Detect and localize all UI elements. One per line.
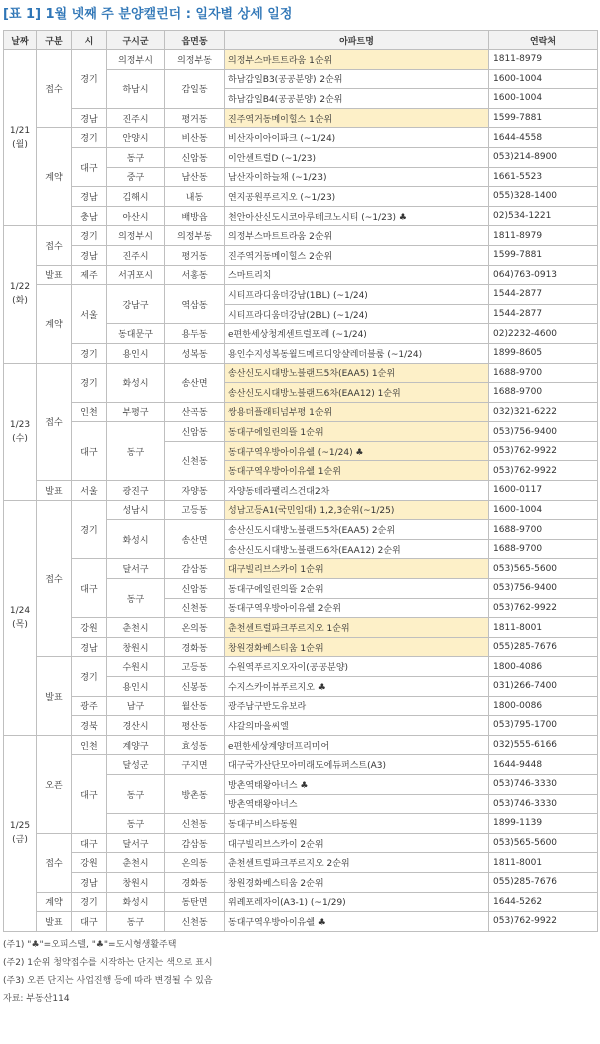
province-cell: 경기 xyxy=(72,500,107,559)
apartment-cell: 천안아산신도시코아루테크노시티 (~1/23) ♣ xyxy=(225,206,489,226)
header-province: 시 xyxy=(72,31,107,50)
province-cell: 강원 xyxy=(72,853,107,873)
table-row xyxy=(4,716,598,736)
district-cell: 동구 xyxy=(107,147,165,167)
apartment-cell: 남산자이하늘채 (~1/23) xyxy=(225,167,489,187)
province-cell: 경기 xyxy=(72,657,107,696)
table-row xyxy=(4,853,598,873)
apartment-cell: 대구빌리브스카이 1순위 xyxy=(225,559,489,579)
table-title: [표 1] 1월 넷째 주 분양캘린더 : 일자별 상세 일정 xyxy=(3,7,293,22)
footnote-1: (주1) "♣"=오피스텔, "♣"=도시형생활주택 xyxy=(3,939,177,950)
contact-cell: 1600-1004 xyxy=(489,89,598,109)
town-cell: 신암동 xyxy=(165,422,225,442)
table-row xyxy=(4,559,598,579)
district-cell: 광진구 xyxy=(107,481,165,501)
contact-cell: 055)285-7676 xyxy=(489,872,598,892)
district-cell: 수원시 xyxy=(107,657,165,677)
district-cell: 달서구 xyxy=(107,833,165,853)
apartment-cell: 진주역거동메이힐스 1순위 xyxy=(225,108,489,128)
type-cell: 접수 xyxy=(37,500,72,657)
town-cell: 내동 xyxy=(165,187,225,207)
contact-cell: 1899-8605 xyxy=(489,343,598,363)
apartment-cell: 하남감일B3(공공분양) 2순위 xyxy=(225,69,489,89)
apartment-cell: 춘천센트럴파크푸르지오 1순위 xyxy=(225,618,489,638)
apartment-cell: 비산자이아이파크 (~1/24) xyxy=(225,128,489,148)
town-cell: 평거동 xyxy=(165,245,225,265)
province-cell: 충남 xyxy=(72,206,107,226)
contact-cell: 1644-9448 xyxy=(489,755,598,775)
table-row xyxy=(4,128,598,148)
district-cell: 남구 xyxy=(107,696,165,716)
header-contact: 연락처 xyxy=(489,31,598,50)
date-cell: 1/23 (수) xyxy=(4,363,37,500)
town-cell: 효성동 xyxy=(165,735,225,755)
province-cell: 대구 xyxy=(72,422,107,481)
apartment-cell: 시티프라디움더강남(1BL) (~1/24) xyxy=(225,285,489,305)
footnotes xyxy=(3,936,600,1008)
apartment-cell: 송산신도시대방노블랜드6차(EAA12) 2순위 xyxy=(225,539,489,559)
contact-cell: 053)795-1700 xyxy=(489,716,598,736)
apartment-cell: 방촌역태왕아너스 xyxy=(225,794,489,814)
apartment-cell: 대구빌리브스카이 2순위 xyxy=(225,833,489,853)
contact-cell: 02)534-1221 xyxy=(489,206,598,226)
town-cell: 감삼동 xyxy=(165,833,225,853)
contact-cell: 1811-8979 xyxy=(489,226,598,246)
district-cell: 춘천시 xyxy=(107,618,165,638)
town-cell: 월산동 xyxy=(165,696,225,716)
apartment-cell: 송산신도시대방노블랜드5차(EAA5) 2순위 xyxy=(225,520,489,540)
province-cell: 경남 xyxy=(72,637,107,657)
contact-cell: 1800-4086 xyxy=(489,657,598,677)
district-cell: 창원시 xyxy=(107,637,165,657)
type-cell: 접수 xyxy=(37,363,72,481)
province-cell: 경기 xyxy=(72,50,107,109)
contact-cell: 053)762-9922 xyxy=(489,912,598,932)
type-cell: 계약 xyxy=(37,892,72,912)
contact-cell: 1688-9700 xyxy=(489,363,598,383)
apartment-cell: 스마트리치 xyxy=(225,265,489,285)
header-apartment: 아파트명 xyxy=(225,31,489,50)
district-cell: 창원시 xyxy=(107,872,165,892)
apartment-cell: 의정부스마트트라움 2순위 xyxy=(225,226,489,246)
apartment-cell: 동대구비스타동원 xyxy=(225,814,489,834)
district-cell: 부평구 xyxy=(107,402,165,422)
contact-cell: 1688-9700 xyxy=(489,520,598,540)
contact-cell: 1544-2877 xyxy=(489,304,598,324)
table-row xyxy=(4,696,598,716)
province-cell: 강원 xyxy=(72,618,107,638)
type-cell: 발표 xyxy=(37,657,72,735)
town-cell: 신천동 xyxy=(165,598,225,618)
table-row xyxy=(4,363,598,383)
town-cell: 구지면 xyxy=(165,755,225,775)
district-cell: 화성시 xyxy=(107,363,165,402)
apartment-cell: 수지스카이뷰푸르지오 ♣ xyxy=(225,677,489,697)
province-cell: 서울 xyxy=(72,285,107,344)
table-row xyxy=(4,892,598,912)
table-row xyxy=(4,50,598,70)
town-cell: 의정부동 xyxy=(165,50,225,70)
town-cell: 온의동 xyxy=(165,853,225,873)
apartment-cell: 방촌역태왕아너스 ♣ xyxy=(225,774,489,794)
table-row xyxy=(4,657,598,677)
town-cell: 자양동 xyxy=(165,481,225,501)
town-cell: 신천동 xyxy=(165,814,225,834)
contact-cell: 031)266-7400 xyxy=(489,677,598,697)
province-cell: 제주 xyxy=(72,265,107,285)
contact-cell: 053)756-9400 xyxy=(489,422,598,442)
district-cell: 동대문구 xyxy=(107,324,165,344)
province-cell: 대구 xyxy=(72,755,107,833)
contact-cell: 1811-8001 xyxy=(489,853,598,873)
town-cell: 평거동 xyxy=(165,108,225,128)
apartment-cell: 창원경화베스티움 2순위 xyxy=(225,872,489,892)
footnote-2: (주2) 1순위 청약접수를 시작하는 단지는 색으로 표시 xyxy=(3,957,213,968)
footnote-3: (주3) 오픈 단지는 사업진행 등에 따라 변경될 수 있음 xyxy=(3,975,213,986)
type-cell: 발표 xyxy=(37,912,72,932)
date-cell: 1/21 (월) xyxy=(4,50,37,226)
town-cell: 경화동 xyxy=(165,637,225,657)
table-row xyxy=(4,343,598,363)
town-cell: 서홍동 xyxy=(165,265,225,285)
contact-cell: 1599-7881 xyxy=(489,108,598,128)
apartment-cell: e편한세상청계센트럴포레 (~1/24) xyxy=(225,324,489,344)
town-cell: 신봉동 xyxy=(165,677,225,697)
district-cell: 동구 xyxy=(107,422,165,481)
table-row xyxy=(4,108,598,128)
apartment-cell: 송산신도시대방노블랜드5차(EAA5) 1순위 xyxy=(225,363,489,383)
province-cell: 대구 xyxy=(72,912,107,932)
type-cell: 접수 xyxy=(37,50,72,128)
apartment-cell: 동대구에일린의뜰 2순위 xyxy=(225,579,489,599)
type-cell: 발표 xyxy=(37,481,72,501)
table-row xyxy=(4,422,598,442)
contact-cell: 053)756-9400 xyxy=(489,579,598,599)
contact-cell: 053)214-8900 xyxy=(489,147,598,167)
apartment-cell: 진주역거동메이힐스 2순위 xyxy=(225,245,489,265)
table-row xyxy=(4,500,598,520)
contact-cell: 1599-7881 xyxy=(489,245,598,265)
district-cell: 하남시 xyxy=(107,69,165,108)
apartment-cell: 이안센트럴D (~1/23) xyxy=(225,147,489,167)
contact-cell: 1600-0117 xyxy=(489,481,598,501)
province-cell: 경남 xyxy=(72,187,107,207)
table-row xyxy=(4,833,598,853)
district-cell: 경산시 xyxy=(107,716,165,736)
contact-cell: 1600-1004 xyxy=(489,69,598,89)
apartment-cell: 송산신도시대방노블랜드6차(EAA12) 1순위 xyxy=(225,383,489,403)
type-cell: 오픈 xyxy=(37,735,72,833)
contact-cell: 1600-1004 xyxy=(489,500,598,520)
table-row xyxy=(4,402,598,422)
table-row xyxy=(4,285,598,305)
province-cell: 경기 xyxy=(72,892,107,912)
district-cell: 서귀포시 xyxy=(107,265,165,285)
apartment-cell: e편한세상계양더프리미어 xyxy=(225,735,489,755)
district-cell: 계양구 xyxy=(107,735,165,755)
province-cell: 대구 xyxy=(72,833,107,853)
apartment-cell: 자양동테라팰리스건대2차 xyxy=(225,481,489,501)
province-cell: 인천 xyxy=(72,402,107,422)
header-date: 날짜 xyxy=(4,31,37,50)
district-cell: 동구 xyxy=(107,814,165,834)
contact-cell: 1811-8001 xyxy=(489,618,598,638)
table-body xyxy=(4,50,598,932)
town-cell: 고등동 xyxy=(165,657,225,677)
town-cell: 송산면 xyxy=(165,520,225,559)
district-cell: 아산시 xyxy=(107,206,165,226)
table-row xyxy=(4,637,598,657)
town-cell: 감일동 xyxy=(165,69,225,108)
province-cell: 인천 xyxy=(72,735,107,755)
province-cell: 경기 xyxy=(72,226,107,246)
contact-cell: 055)328-1400 xyxy=(489,187,598,207)
town-cell: 남산동 xyxy=(165,167,225,187)
apartment-cell: 광주남구반도유보라 xyxy=(225,696,489,716)
table-row xyxy=(4,206,598,226)
source-note: 자료: 부동산114 xyxy=(3,993,70,1004)
town-cell: 송산면 xyxy=(165,363,225,402)
table-row xyxy=(4,618,598,638)
date-cell: 1/22 (화) xyxy=(4,226,37,363)
contact-cell: 1811-8979 xyxy=(489,50,598,70)
district-cell: 중구 xyxy=(107,167,165,187)
district-cell: 달성군 xyxy=(107,755,165,775)
district-cell: 동구 xyxy=(107,912,165,932)
apartment-cell: 대구국가산단모아미래도에듀퍼스트(A3) xyxy=(225,755,489,775)
district-cell: 의정부시 xyxy=(107,226,165,246)
type-cell: 접수 xyxy=(37,833,72,892)
province-cell: 경기 xyxy=(72,343,107,363)
contact-cell: 053)565-5600 xyxy=(489,833,598,853)
province-cell: 경남 xyxy=(72,108,107,128)
town-cell: 신암동 xyxy=(165,579,225,599)
contact-cell: 1544-2877 xyxy=(489,285,598,305)
province-cell: 광주 xyxy=(72,696,107,716)
type-cell: 접수 xyxy=(37,226,72,265)
town-cell: 역삼동 xyxy=(165,285,225,324)
contact-cell: 1661-5523 xyxy=(489,167,598,187)
contact-cell: 064)763-0913 xyxy=(489,265,598,285)
district-cell: 달서구 xyxy=(107,559,165,579)
contact-cell: 1688-9700 xyxy=(489,539,598,559)
type-cell: 계약 xyxy=(37,128,72,226)
type-cell: 발표 xyxy=(37,265,72,285)
contact-cell: 032)555-6166 xyxy=(489,735,598,755)
contact-cell: 1688-9700 xyxy=(489,383,598,403)
table-row xyxy=(4,735,598,755)
table-row xyxy=(4,187,598,207)
contact-cell: 053)746-3330 xyxy=(489,794,598,814)
town-cell: 배방읍 xyxy=(165,206,225,226)
apartment-cell: 의정부스마트트라움 1순위 xyxy=(225,50,489,70)
contact-cell: 053)746-3330 xyxy=(489,774,598,794)
apartment-cell: 동대구역우방아이유쉘 (~1/24) ♣ xyxy=(225,441,489,461)
apartment-cell: 춘천센트럴파크푸르지오 2순위 xyxy=(225,853,489,873)
district-cell: 안양시 xyxy=(107,128,165,148)
date-cell: 1/24 (목) xyxy=(4,500,37,735)
town-cell: 동탄면 xyxy=(165,892,225,912)
table-row xyxy=(4,265,598,285)
district-cell: 용인시 xyxy=(107,677,165,697)
province-cell: 경남 xyxy=(72,872,107,892)
town-cell: 비산동 xyxy=(165,128,225,148)
town-cell: 고등동 xyxy=(165,500,225,520)
apartment-cell: 동대구역우방아이유쉘 2순위 xyxy=(225,598,489,618)
apartment-cell: 동대구에일린의뜰 1순위 xyxy=(225,422,489,442)
town-cell: 감삼동 xyxy=(165,559,225,579)
district-cell: 진주시 xyxy=(107,108,165,128)
town-cell: 용두동 xyxy=(165,324,225,344)
table-row xyxy=(4,245,598,265)
district-cell: 진주시 xyxy=(107,245,165,265)
district-cell: 용인시 xyxy=(107,343,165,363)
header-type: 구분 xyxy=(37,31,72,50)
contact-cell: 1644-5262 xyxy=(489,892,598,912)
district-cell: 화성시 xyxy=(107,520,165,559)
apartment-cell: 동대구역우방아이유쉘 ♣ xyxy=(225,912,489,932)
date-cell: 1/25 (금) xyxy=(4,735,37,931)
apartment-cell: 샤갈의마을씨엘 xyxy=(225,716,489,736)
header-row xyxy=(4,31,598,50)
contact-cell: 032)321-6222 xyxy=(489,402,598,422)
town-cell: 의정부동 xyxy=(165,226,225,246)
table-row xyxy=(4,147,598,167)
type-cell: 계약 xyxy=(37,285,72,363)
town-cell: 산곡동 xyxy=(165,402,225,422)
district-cell: 의정부시 xyxy=(107,50,165,70)
town-cell: 신천동 xyxy=(165,912,225,932)
apartment-cell: 동대구역우방아이유쉘 1순위 xyxy=(225,461,489,481)
district-cell: 동구 xyxy=(107,774,165,813)
table-row xyxy=(4,912,598,932)
province-cell: 대구 xyxy=(72,147,107,186)
district-cell: 화성시 xyxy=(107,892,165,912)
town-cell: 방촌동 xyxy=(165,774,225,813)
contact-cell: 1899-1139 xyxy=(489,814,598,834)
apartment-cell: 연지공원푸르지오 (~1/23) xyxy=(225,187,489,207)
contact-cell: 053)762-9922 xyxy=(489,441,598,461)
apartment-cell: 시티프라디움더강남(2BL) (~1/24) xyxy=(225,304,489,324)
apartment-cell: 하남감일B4(공공분양) 2순위 xyxy=(225,89,489,109)
header-district: 구시군 xyxy=(107,31,165,50)
province-cell: 경기 xyxy=(72,363,107,402)
contact-cell: 053)762-9922 xyxy=(489,461,598,481)
contact-cell: 053)565-5600 xyxy=(489,559,598,579)
district-cell: 춘천시 xyxy=(107,853,165,873)
town-cell: 성복동 xyxy=(165,343,225,363)
province-cell: 경북 xyxy=(72,716,107,736)
town-cell: 온의동 xyxy=(165,618,225,638)
province-cell: 경기 xyxy=(72,128,107,148)
province-cell: 서울 xyxy=(72,481,107,501)
town-cell: 신천동 xyxy=(165,441,225,480)
table-row xyxy=(4,481,598,501)
district-cell: 강남구 xyxy=(107,285,165,324)
town-cell: 경화동 xyxy=(165,872,225,892)
apartment-cell: 쌍용더플래티넘부평 1순위 xyxy=(225,402,489,422)
apartment-cell: 위례포레자이(A3-1) (~1/29) xyxy=(225,892,489,912)
table-row xyxy=(4,872,598,892)
apartment-cell: 성남고등A1(국민임대) 1,2,3순위(~1/25) xyxy=(225,500,489,520)
district-cell: 성남시 xyxy=(107,500,165,520)
contact-cell: 1644-4558 xyxy=(489,128,598,148)
apartment-cell: 창원경화베스티움 1순위 xyxy=(225,637,489,657)
table-row xyxy=(4,226,598,246)
apartment-cell: 수원역푸르지오자이(공공분양) xyxy=(225,657,489,677)
town-cell: 평산동 xyxy=(165,716,225,736)
province-cell: 경남 xyxy=(72,245,107,265)
town-cell: 신암동 xyxy=(165,147,225,167)
district-cell: 김해시 xyxy=(107,187,165,207)
schedule-table xyxy=(3,30,598,932)
contact-cell: 055)285-7676 xyxy=(489,637,598,657)
district-cell: 동구 xyxy=(107,579,165,618)
table-row xyxy=(4,755,598,775)
apartment-cell: 용인수지성복동월드메르디앙샬레더블룸 (~1/24) xyxy=(225,343,489,363)
province-cell: 대구 xyxy=(72,559,107,618)
header-town: 읍면동 xyxy=(165,31,225,50)
contact-cell: 1800-0086 xyxy=(489,696,598,716)
contact-cell: 02)2232-4600 xyxy=(489,324,598,344)
contact-cell: 053)762-9922 xyxy=(489,598,598,618)
